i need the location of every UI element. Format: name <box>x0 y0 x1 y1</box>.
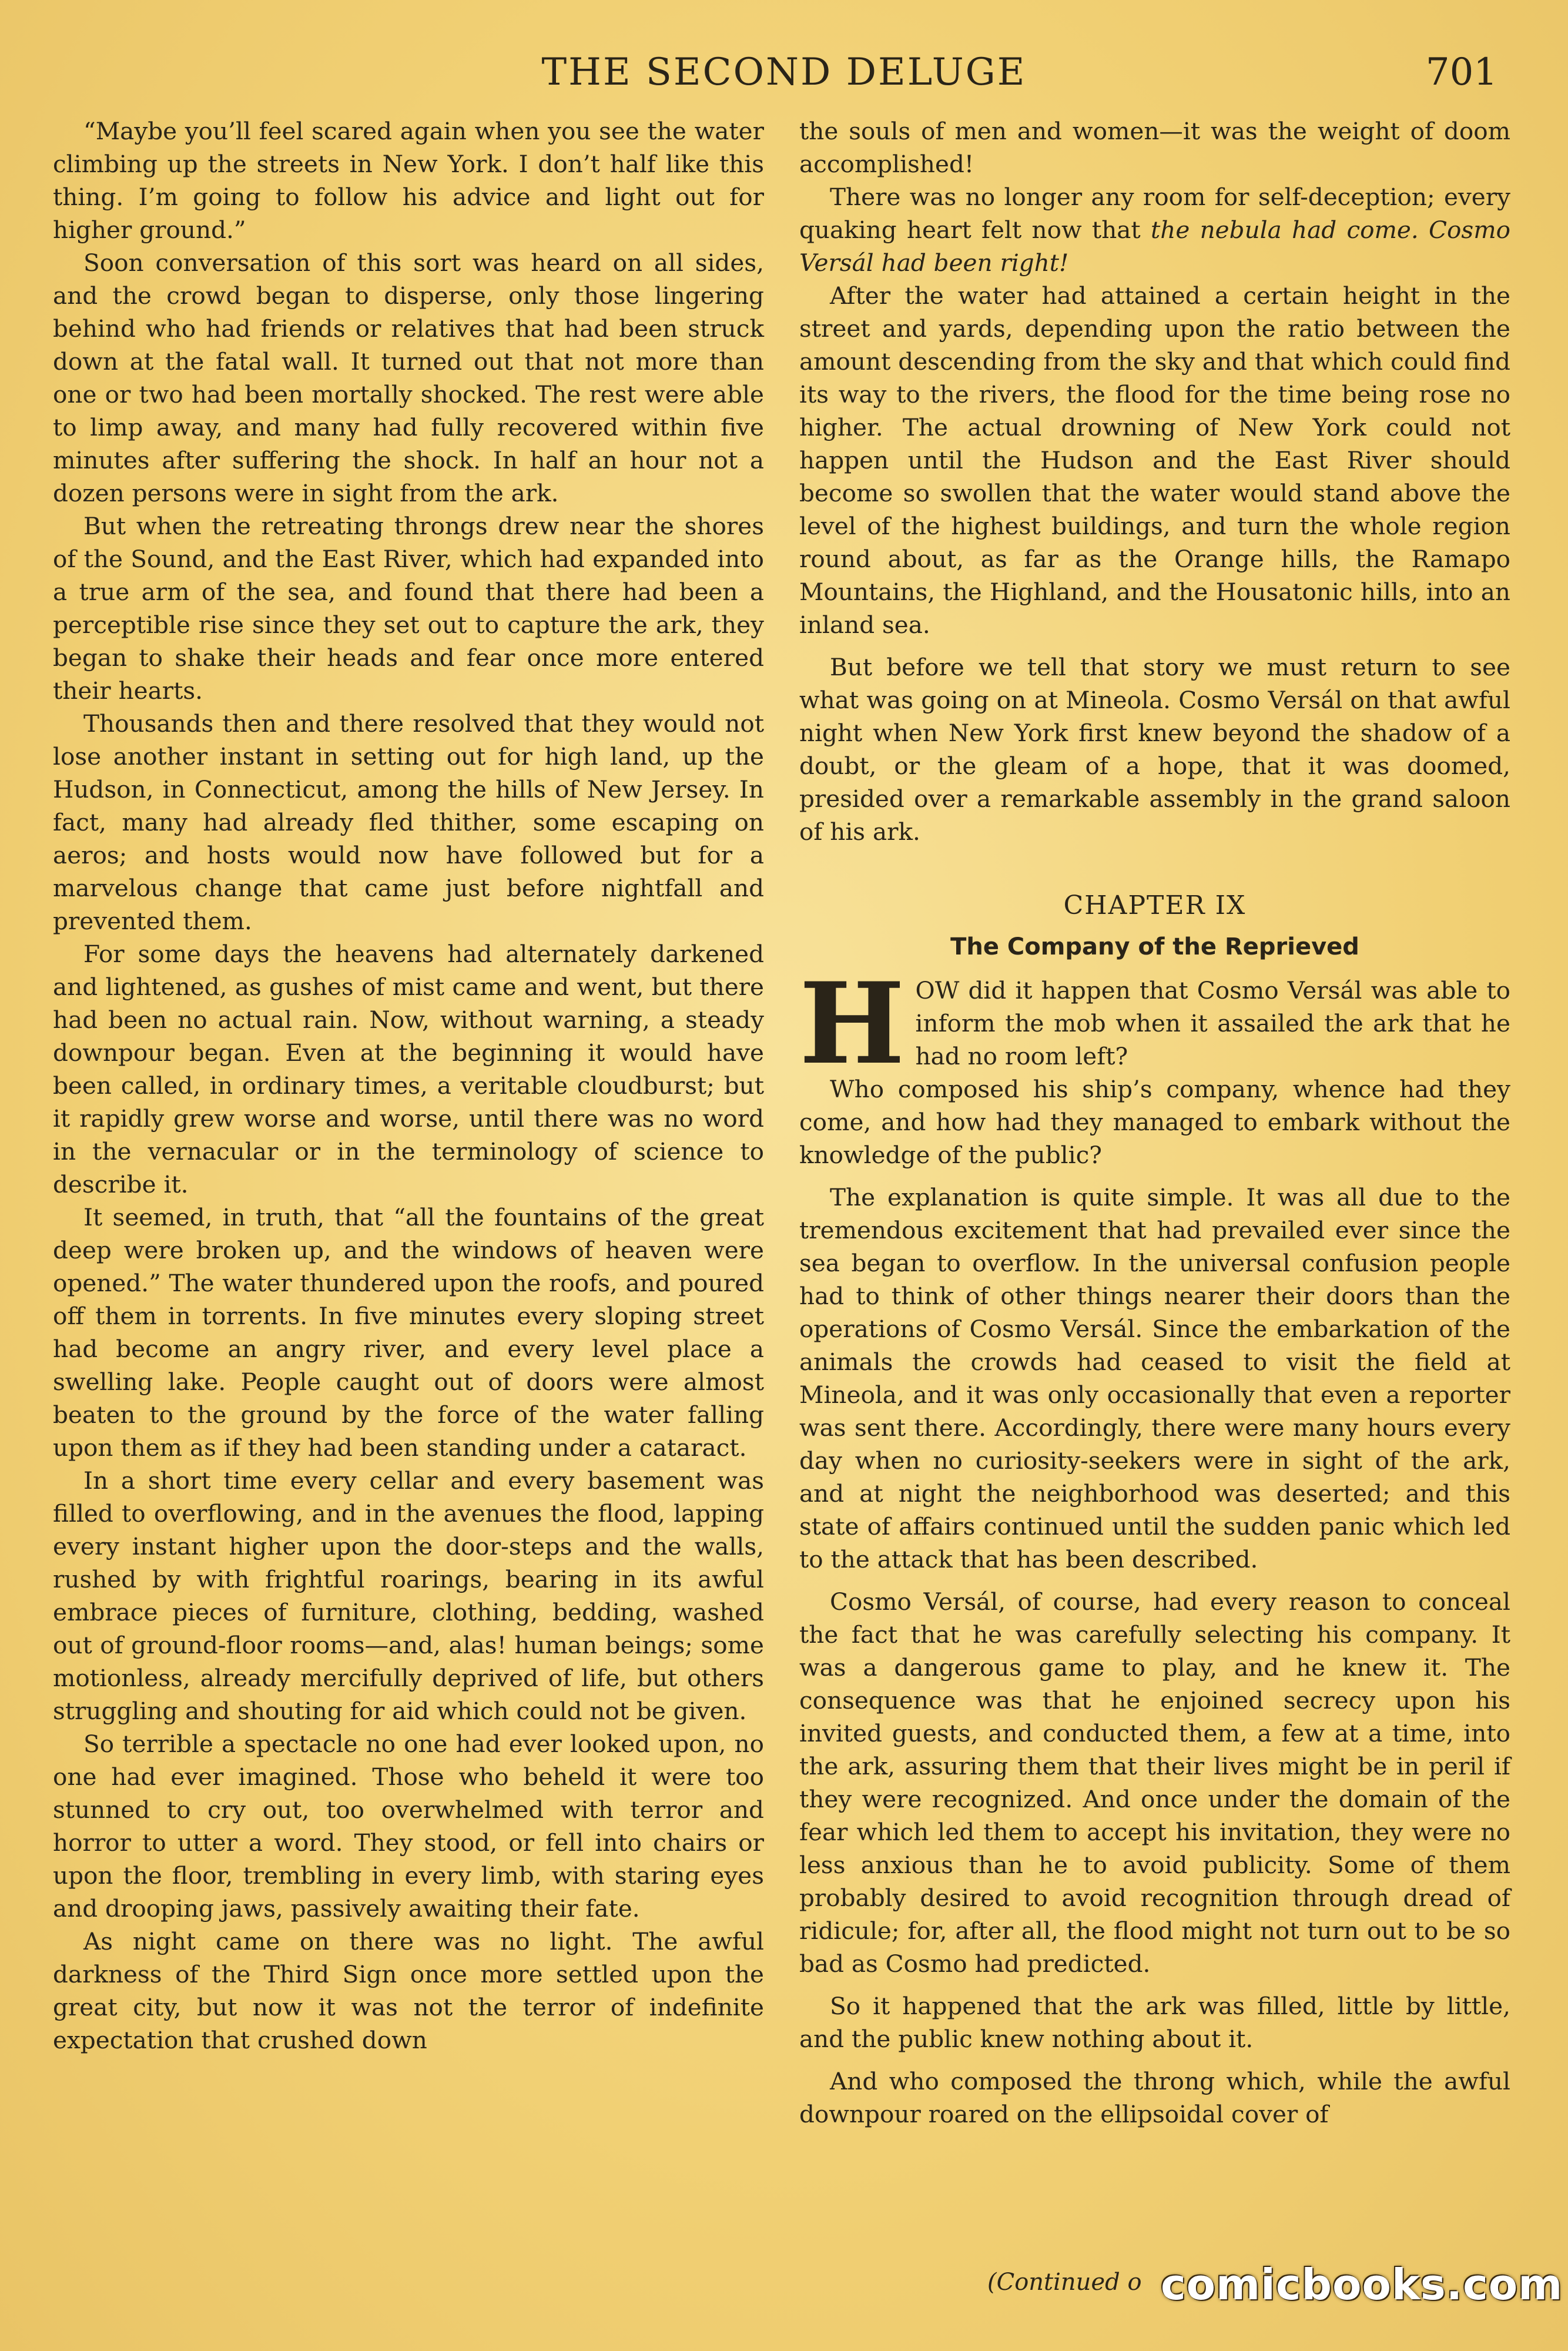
page-title: THE SECOND DELUGE <box>541 51 1027 94</box>
paragraph: For some days the heavens had alternately darkened and lightened, as gushes of mist came and went, but there had been no actual rain. Now, without warning, a steady downpour began. Even at the beginning it would have been called, in ordinary times, a veritable cloudburst; but it rapidly grew worse and worse, until there was no word in the vernacular or in the terminology of science to describe it. <box>53 940 764 1198</box>
chapter-opening-paragraph <box>799 958 1510 1089</box>
left-column <box>53 115 764 2057</box>
italic-text: the nebula had come. Cosmo Versál had been right! <box>799 216 1510 277</box>
paragraph: The explanation is quite simple. It was all due to the tremendous excitement that had prevailed ever since the sea began to overflow. In the universal confusion people had to think of other things nearer their doors than the operations of Cosmo Versál. Since the embarkation of the animals the crowds had ceased to visit the field at Mineola, and it was only occasionally that even a reporter was sent there. Accordingly, there were many hours every day when no curiosity-seekers were in sight of the ark, and at night the neighborhood was deserted; and this state of affairs continued until the sudden panic which led to the attack that has been described. <box>799 1183 1510 1573</box>
paragraph: It seemed, in truth, that “all the fountains of the great deep were broken up, and the windows of heaven were opened.” The water thundered upon the roofs, and poured off them in torrents. In five minutes every sloping street had become an angry river, and every level place a swelling lake. People caught out of doors were almost beaten to the ground by the force of the water falling upon them as if they had been standing under a cataract. <box>53 1203 764 1462</box>
paragraph: And who composed the throng which, while the awful downpour roared on the ellipsoidal cover of <box>799 2067 1510 2128</box>
paragraph: So it happened that the ark was filled, little by little, and the public knew nothing about it. <box>799 1992 1510 2053</box>
chapter-title: The Company of the Reprieved <box>950 933 1359 960</box>
paragraph: Thousands then and there resolved that they would not lose another instant in setting out for high land, up the Hudson, in Connecticut, among the hills of New Jersey. In fact, many had already fled thither, some escaping on aeros; and hosts would now have followed but for a marvelous change that came just before nightfall and prevented them. <box>53 709 764 935</box>
paragraph-text: There was no longer any room for self-deception; every quaking heart felt now that <box>799 183 1510 244</box>
right-column <box>799 115 1510 2131</box>
running-head <box>53 47 1515 106</box>
paragraph: After the water had attained a certain height in the street and yards, depending upon the ratio between the amount descending from the sky and that which could find its way to the rivers, the flood for the time being rose no higher. The actual drowning of New York could not happen until the Hudson and the East River should become so swollen that the water would stand above the level of the highest buildings, and turn the whole region round about, as far as the Orange hills, the Ramapo Mountains, the Highland, and the Housatonic hills, into an inland sea. <box>799 282 1510 639</box>
paragraph: Who composed his ship’s company, whence had they come, and how had they managed to embark without the knowledge of the public? <box>799 1075 1510 1169</box>
paragraph: As night came on there was no light. The awful darkness of the Third Sign once more settled upon the great city, but now it was not the terror of indefinite expectation that crushed down <box>53 1927 764 2054</box>
paragraph: So terrible a spectacle no one had ever looked upon, no one had ever imagined. Those who beheld it were too stunned to cry out, too overwhelmed with terror and horror to utter a word. They stood, or fell into chairs or upon the floor, trembling in every limb, with staring eyes and drooping jaws, passively awaiting their fate. <box>53 1730 764 1923</box>
drop-cap: H <box>799 958 905 1089</box>
paragraph: But before we tell that story we must return to see what was going on at Mineola. Cosmo Versál on that awful night when New York first knew beyond the shadow of a doubt, or the gleam of a hope, that it was doomed, presided over a remarkable assembly in the grand saloon of his ark. <box>799 653 1510 846</box>
chapter-number: CHAPTER IX <box>1063 890 1247 920</box>
paragraph <box>799 180 1510 279</box>
paragraph: “Maybe you’ll feel scared again when you see the water climbing up the streets in New York. I don’t half like this thing. I’m going to follow his advice and light out for higher ground.” <box>53 117 764 244</box>
paragraph: Cosmo Versál, of course, had every reason to conceal the fact that he was carefully selecting his company. It was a dangerous game to play, and he knew it. The consequence was that he enjoined secrecy upon his invited guests, and conducted them, a few at a time, into the ark, assuring them that their lives might be in peril if they were recognized. And once under the domain of the fear which led them to accept his invitation, they were no less anxious than he to avoid publicity. Some of them probably desired to avoid recognition through dread of ridicule; for, after all, the flood might not turn out to be so bad as Cosmo had predicted. <box>799 1588 1510 1978</box>
page-number: 701 <box>1425 51 1497 94</box>
continued-note: (Continued o <box>987 2269 1142 2296</box>
paragraph: But when the retreating throngs drew near the shores of the Sound, and the East River, which had expanded into a true arm of the sea, and found that there had been a perceptible rise since they set out to capture the ark, they began to shake their heads and fear once more entered their hearts. <box>53 512 764 705</box>
paragraph: the souls of men and women—it was the weight of doom accomplished! <box>799 117 1510 178</box>
paragraph-text: OW did it happen that Cosmo Versál was able to inform the mob when it assailed the ark that he had no room left? <box>915 976 1510 1070</box>
paragraph: Soon conversation of this sort was heard on all sides, and the crowd began to disperse, only those lingering behind who had friends or relatives that had been struck down at the fatal wall. It turned out that not more than one or two had been mortally shocked. The rest were able to limp away, and many had fully recovered within five minutes after suffering the shock. In half an hour not a dozen persons were in sight from the ark. <box>53 249 764 507</box>
paragraph: In a short time every cellar and every basement was filled to overflowing, and in the avenues the flood, lapping every instant higher upon the door-steps and the walls, rushed by with frightful roarings, bearing in its awful embrace pieces of furniture, clothing, bedding, washed out of ground-floor rooms—and, alas! human beings; some motionless, already mercifully deprived of life, but others struggling and shouting for aid which could not be given. <box>53 1466 764 1725</box>
watermark: comicbooks.com <box>1161 2260 1563 2309</box>
